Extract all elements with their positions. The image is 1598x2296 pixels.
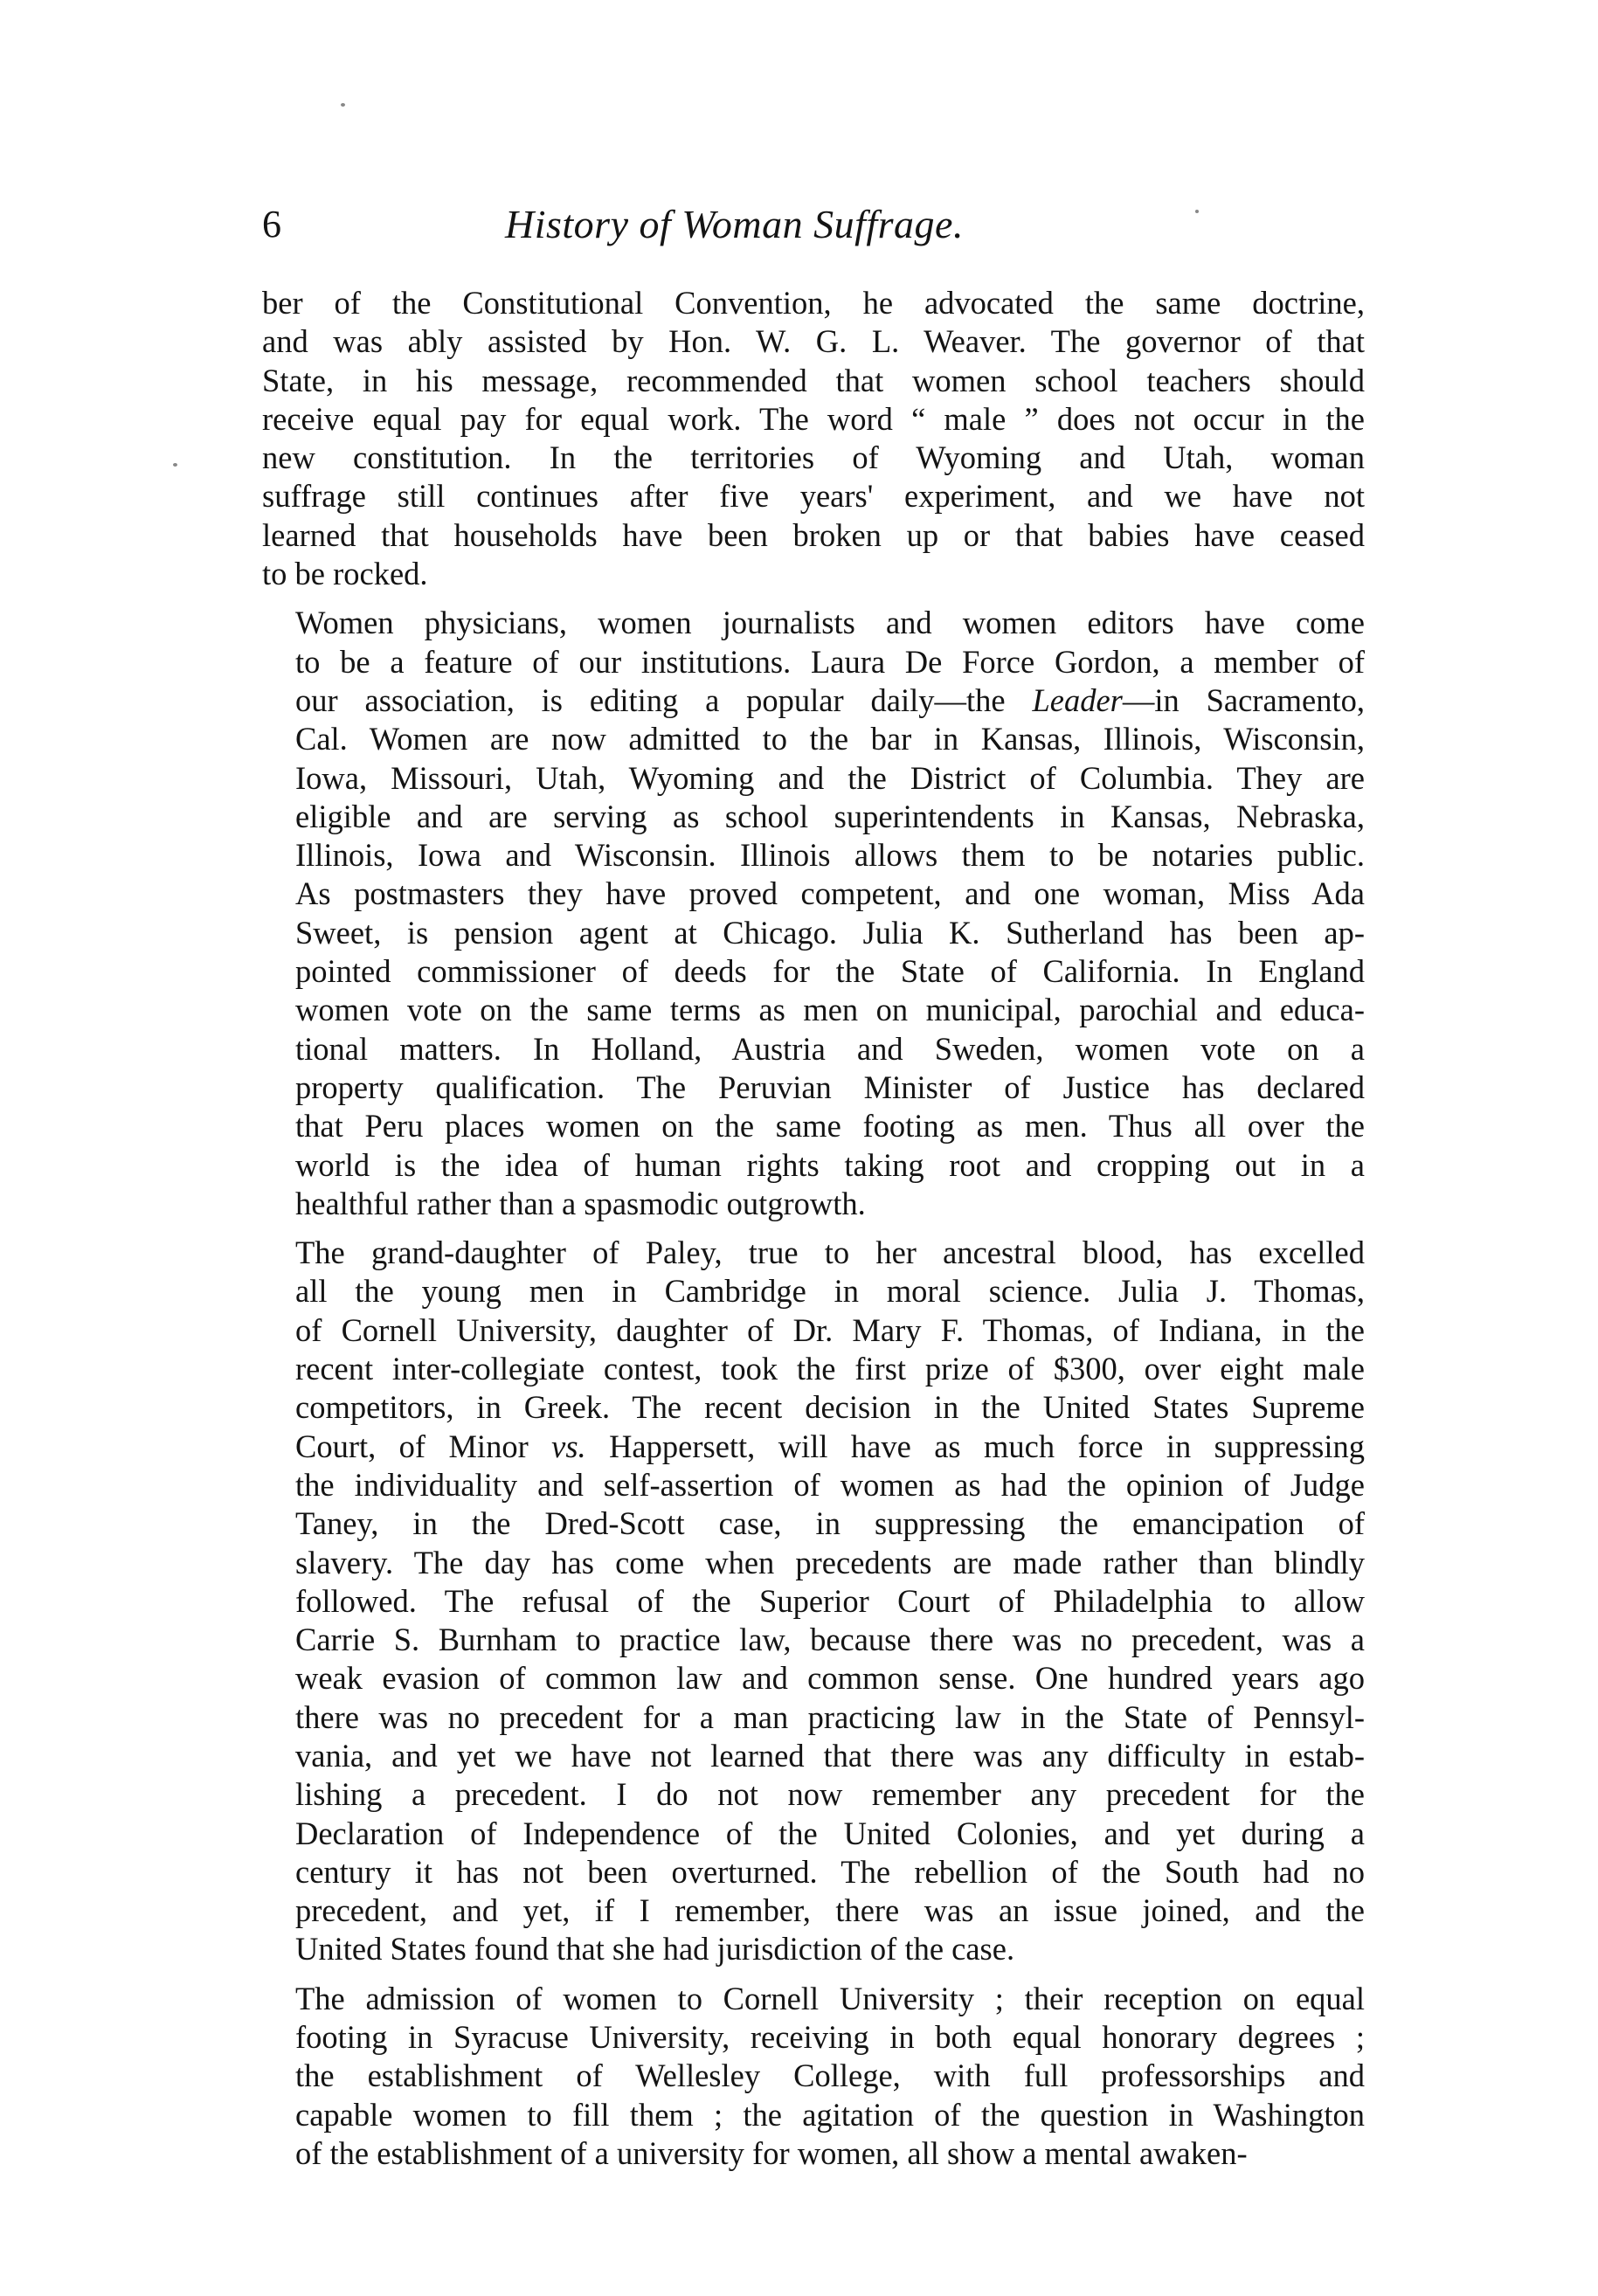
text-line: Illinois, Iowa and Wisconsin. Illinois allows them to be notaries public. [295, 837, 1365, 874]
text-line: healthful rather than a spasmodic outgrowth. [295, 1185, 866, 1221]
text-line: the establishment of Wellesley College, with full professorships and [295, 2057, 1365, 2094]
text-line: and was ably assisted by Hon. W. G. L. Weaver. The governor of that [262, 323, 1365, 360]
text-line: to be a feature of our institutions. Laura De Force Gordon, a member of [295, 643, 1365, 680]
paragraph [262, 1980, 1365, 2173]
text-line: our association, is editing a popular daily—the Leader—in Sacramento, [295, 681, 1366, 718]
text-line: State, in his message, recommended that women school teachers should [262, 362, 1365, 398]
page-number: 6 [262, 203, 281, 246]
paragraph [262, 284, 1365, 593]
text-line: property qualification. The Peruvian Minister of Justice has declared [295, 1068, 1365, 1105]
text-line: Sweet, is pension agent at Chicago. Julia K. Sutherland has been ap- [295, 914, 1365, 951]
text-line: receive equal pay for equal work. The word “ male ” does not occur in the [262, 400, 1365, 437]
text-line: world is the idea of human rights taking root and cropping out in a [295, 1146, 1365, 1183]
text-line: recent inter-collegiate contest, took the first prize of $300, over eight male [295, 1351, 1365, 1387]
text-line: that Peru places women on the same footing as men. Thus all over the [295, 1108, 1365, 1145]
scan-speck [341, 103, 345, 107]
page-header [262, 194, 1363, 255]
text-line: all the young men in Cambridge in moral science. Julia J. Thomas, [295, 1273, 1365, 1310]
text-line: new constitution. In the territories of Wyoming and Utah, woman [262, 439, 1365, 476]
text-line: competitors, in Greek. The recent decision in the United States Supreme [295, 1389, 1365, 1426]
text-line: footing in Syracuse University, receiving in both equal honorary degrees ; [295, 2019, 1365, 2056]
text-line: The admission of women to Cornell University ; their reception on equal [295, 1980, 1365, 2016]
text-line: the individuality and self-assertion of women as had the opinion of Judge [295, 1466, 1365, 1503]
text-line: ber of the Constitutional Convention, he advocated the same doctrine, [262, 285, 1365, 321]
paragraph [262, 604, 1365, 1223]
text-line: vania, and yet we have not learned that there was any difficulty in estab- [295, 1737, 1365, 1774]
paragraph [262, 1234, 1365, 1969]
text-line: Declaration of Independence of the United Colonies, and yet during a [295, 1815, 1365, 1851]
text-line: precedent, and yet, if I remember, there was an issue joined, and the [295, 1892, 1365, 1929]
text-line: women vote on the same terms as men on municipal, parochial and educa- [295, 992, 1365, 1028]
running-title: History of Woman Suffrage. [505, 202, 964, 246]
text-line: Taney, in the Dred-Scott case, in suppressing the emancipation of [295, 1505, 1365, 1542]
body-text [262, 284, 1365, 2183]
text-line: lishing a precedent. I do not now remember any precedent for the [295, 1776, 1365, 1813]
text-line: century it has not been overturned. The rebellion of the South had no [295, 1853, 1365, 1890]
text-line: As postmasters they have proved competent, and one woman, Miss Ada [295, 875, 1365, 912]
text-line: Carrie S. Burnham to practice law, because there was no precedent, was a [295, 1622, 1365, 1658]
text-line: Iowa, Missouri, Utah, Wyoming and the District of Columbia. They are [295, 759, 1365, 796]
text-line: slavery. The day has come when precedents are made rather than blindly [295, 1544, 1365, 1580]
text-line: capable women to fill them ; the agitation of the question in Washington [295, 2096, 1365, 2133]
scan-speck [1195, 210, 1199, 213]
text-line: pointed commissioner of deeds for the State of California. In England [295, 953, 1365, 990]
text-line: Women physicians, women journalists and women editors have come [295, 605, 1365, 641]
text-line: The grand-daughter of Paley, true to her ancestral blood, has excelled [295, 1234, 1365, 1271]
scan-speck [173, 463, 177, 467]
text-line: there was no precedent for a man practicing law in the State of Pennsyl- [295, 1698, 1365, 1735]
text-line: eligible and are serving as school superintendents in Kansas, Nebraska, [295, 798, 1365, 834]
text-line: followed. The refusal of the Superior Court of Philadelphia to allow [295, 1582, 1365, 1619]
text-line: of Cornell University, daughter of Dr. Mary F. Thomas, of Indiana, in the [295, 1311, 1365, 1348]
text-line: learned that households have been broken up or that babies have ceased [262, 516, 1365, 553]
text-line: Cal. Women are now admitted to the bar in Kansas, Illinois, Wisconsin, [295, 721, 1365, 757]
text-line: United States found that she had jurisdiction of the case. [295, 1931, 1015, 1968]
text-line: weak evasion of common law and common sense. One hundred years ago [295, 1660, 1365, 1697]
text-line: Court, of Minor vs. Happersett, will have as much force in suppressing [295, 1428, 1366, 1464]
text-line: tional matters. In Holland, Austria and Sweden, women vote on a [295, 1030, 1365, 1067]
text-line: of the establishment of a university for women, all show a mental awaken- [295, 2134, 1248, 2171]
text-line: to be rocked. [262, 556, 428, 592]
text-line: suffrage still continues after five years' experiment, and we have not [262, 478, 1365, 515]
